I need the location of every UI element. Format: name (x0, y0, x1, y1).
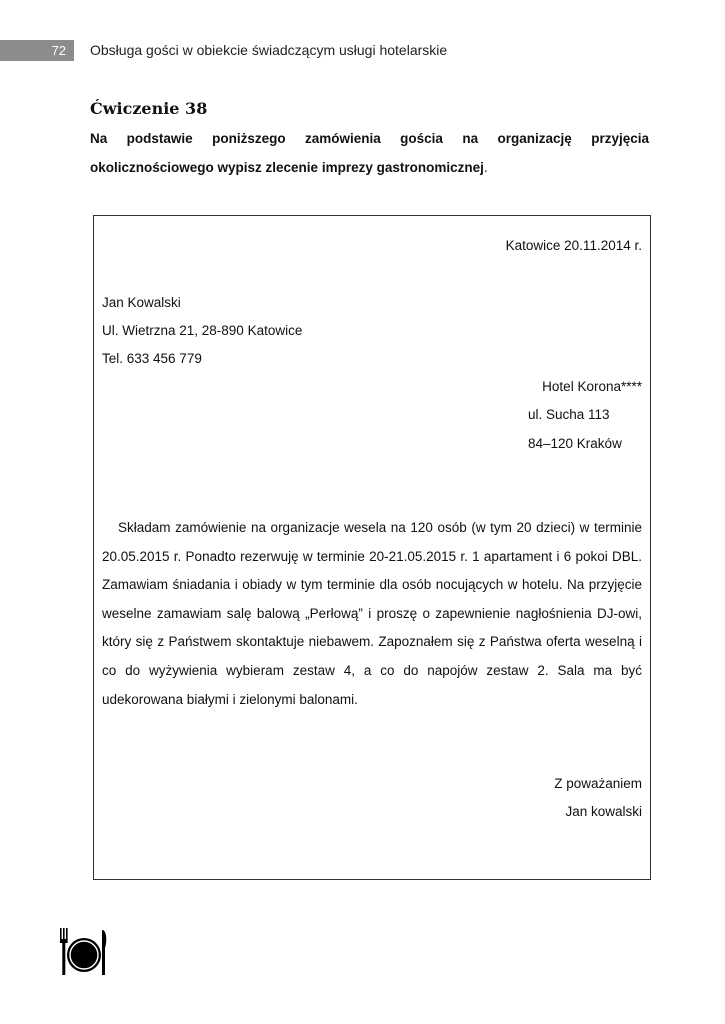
plate-fork-knife-icon (58, 928, 108, 981)
sender-phone: Tel. 633 456 779 (102, 351, 202, 366)
running-header: Obsługa gości w obiekcie świadczącym usługi hotelarskie (90, 42, 448, 58)
header-rule (0, 60, 74, 61)
letter-box (93, 215, 651, 880)
sender-name: Jan Kowalski (102, 295, 181, 310)
instruction-text: okolicznościowego wypisz zlecenie imprezy gastronomicznej (90, 160, 484, 175)
letter-date: Katowice 20.11.2014 r. (505, 238, 642, 253)
exercise-title: Ćwiczenie 38 (90, 99, 208, 118)
letter-signature: Jan kowalski (565, 804, 642, 819)
exercise-instruction-line1: Na podstawie poniższego zamówienia gościa na organizację przyjęcia (90, 131, 649, 146)
exercise-instruction-line2 (90, 160, 649, 175)
recipient-street: ul. Sucha 113 (528, 407, 610, 422)
instruction-period: . (483, 160, 488, 175)
sender-address: Ul. Wietrzna 21, 28-890 Katowice (102, 323, 303, 338)
page-number (0, 40, 74, 60)
recipient-city: 84–120 Kraków (528, 436, 622, 451)
page-number-text: 72 (51, 42, 66, 58)
letter-body (102, 514, 642, 714)
recipient-name: Hotel Korona**** (542, 379, 642, 394)
letter-closing: Z poważaniem (554, 776, 642, 791)
letter-body-text: Składam zamówienie na organizacje wesela na 120 osób (w tym 20 dzieci) w terminie 20.05.2015 r. Ponadto rezerwuję w terminie 20-21.05.2015 r. 1 apartament i 6 pokoi DBL. Zamawiam śniadania i obiady w tym terminie dla osób nocujących w hotelu. Na przyjęcie weselne zamawiam salę balową „Perłową” i proszę o zapewnienie nagłośnienia DJ-owi, który się z Państwem skontaktuje niebawem. Zapoznałem się z Państwa oferta weselną i co do wyżywienia wybieram zestaw 4, a co do napojów zestaw 2. Sala ma być udekorowana białymi i zielonymi balonami. (102, 520, 642, 707)
